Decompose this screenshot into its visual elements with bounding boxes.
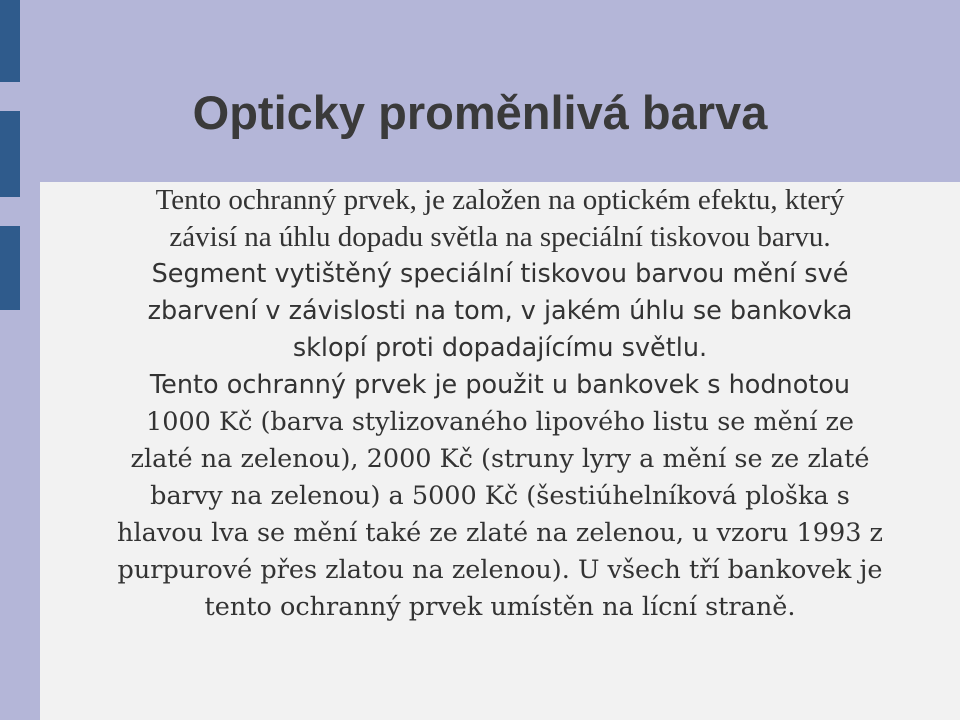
text-line: zlaté na zelenou), 2000 Kč (struny lyry a mění se ze zlaté: [130, 444, 870, 474]
text-line: purpurové přes zlatou na zelenou). U všech tří bankovek je: [117, 555, 883, 585]
text-line: Segment vytištěný speciální tiskovou barvou mění své: [151, 259, 849, 289]
slide-title: Opticky proměnlivá barva: [192, 86, 768, 139]
text-line: barvy na zelenou) a 5000 Kč (šestiúhelníková ploška s: [150, 481, 850, 511]
text-line: tento ochranný prvek umístěn na lícní straně.: [204, 592, 796, 622]
paragraph-usage: [40, 367, 960, 404]
text-line: Tento ochranný prvek je použit u bankovek s hodnotou: [149, 370, 851, 400]
paragraph-banknotes: [40, 404, 960, 626]
slide-body: [40, 182, 960, 626]
paragraph-intro: [40, 182, 960, 256]
text-line: závisí na úhlu dopadu světla na speciální tiskovou barvu.: [169, 221, 831, 253]
left-accent-bar-bottom: [0, 226, 20, 310]
text-line: sklopí proti dopadajícímu světlu.: [292, 333, 708, 363]
text-line: Tento ochranný prvek, je založen na optickém efektu, který: [155, 184, 845, 216]
text-line: 1000 Kč (barva stylizovaného lipového listu se mění ze: [146, 407, 854, 437]
text-line: hlavou lva se mění také ze zlaté na zelenou, u vzoru 1993 z: [117, 518, 883, 548]
paragraph-segment: [40, 256, 960, 367]
text-line: zbarvení v závislosti na tom, v jakém úhlu se bankovka: [147, 296, 853, 326]
left-accent-bar-top: [0, 0, 20, 82]
